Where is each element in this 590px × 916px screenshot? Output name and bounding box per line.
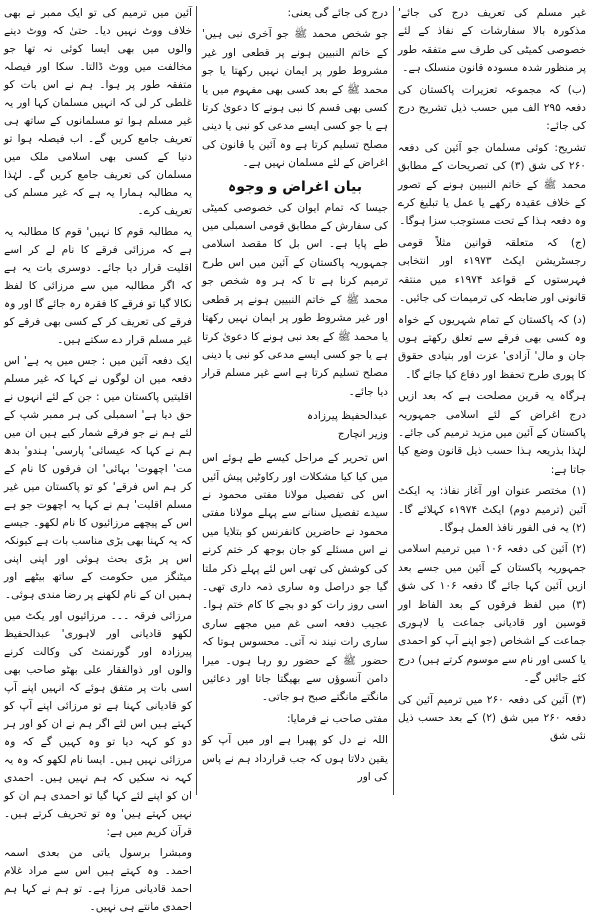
paragraph: (۲) آئین کی دفعہ ۱۰۶ میں ترمیم اسلامی جمہوریہ پاکستان کے آئین میں جسے بعد ازیں آئین کہا جائے گا دفعہ ۱۰۶ کی شق (۳) میں لفظ فرقوں کے بعد الفاظ اور قوسین اور قادیانی جماعت یا لاہوری جماعت کے اشخاص (جو اپنے آپ کو احمدی یا کسی اور نام سے موسوم کرتے ہیں) درج کئے جائیں گے۔ (398, 543, 586, 685)
middle-column (202, 4, 388, 797)
paragraph: ایک دفعہ آئین میں : جس میں یہ ہے' اس دفعہ میں ان لوگوں نے کہا کہ غیر مسلم اقلیتیں پاکستان میں : جن کے لئے انہوں نے حق دیا ہے' اسمبلی کی ہر ممبر شپ کے لئے ہم نے جو فرقے شمار کیے ہیں ان میں ہم نے کہا کہ عیسائی' پارسی' ہندو' بدھ مت' اچھوت' بہائی' ان فرقوں کا نام کے کر ہم اس فرقے' کو تو پاکستان میں غیر مسلم اقلیت' ہم نے کہا یہ اچھوت جو ہے اس کے پیچھے مرزائیوں کا نام لکھو۔ جیسے کہ یہ کہنا بھی بڑی مناسب بات ہے کیونکہ اس پر بڑی بحث ہوئی اور اپنی اپنی میٹنگز میں حکومت کے ساتھ بیٹھے اور ہمیں ان کے نام لکھنے پر رضا مندی ہوئی۔ (4, 355, 192, 601)
paragraph: غیر مسلم کی تعریف درج کی جائے' مذکورہ بالا سفارشات کے نفاذ کے لئے خصوصی کمیٹی کی طرف سے متفقہ طور پر منظور شدہ مسودہ قانون منسلک ہے۔ (398, 7, 586, 75)
paragraph: جو شخص محمد ﷺ جو آخری نبی ہیں' کے خاتم النبیین ہونے پر قطعی اور غیر مشروط طور پر ایمان نہیں رکھتا یا جو محمد ﷺ کے بعد کسی بھی مفہوم میں یا کسی بھی قسم کا نبی ہونے کا دعویٰ کرتا ہے یا جو کسی ایسے مدعی کو نبی یا دینی مصلح تسلیم کرتا ہے وہ آئین یا قانون کی اغراض کے لئے مسلمان نہیں ہے۔ (202, 28, 388, 170)
paragraph: (ج) کہ متعلقہ قوانین مثلاً قومی رجسٹریشن ایکٹ ۱۹۷۳ء اور انتخابی فہرستوں کے قواعد ۱۹۷۴ء میں منتقہ قانونی اور ضابطہ کی ترمیمات کی جائیں۔ (398, 236, 586, 305)
paragraph: (۱) مختصر عنوان اور آغاز نفاذ: یہ ایکٹ آئین (ترمیم دوم) ایکٹ ۱۹۷۴ء کہلائے گا۔ (۲) یہ فی الفور نافذ العمل ہوگا۔ (398, 485, 586, 534)
paragraph: (ب) کہ مجموعہ تعزیرات پاکستان کی دفعہ ۲۹۵ الف میں حسب ذیل تشریح درج کی جائے: (398, 83, 587, 133)
paragraph: (۳) آئین کی دفعہ ۲۶۰ میں ترمیم آئین کی دفعہ ۲۶۰ میں شق (۲) کے بعد حسب ذیل نئی شق (398, 693, 587, 743)
paragraph: اللہ نے دل کو پھیرا ہے اور میں آپ کو یقین دلاتا ہوں کہ جب قرارداد ہم نے پاس کی اور (202, 734, 388, 784)
paragraph: (د) کہ پاکستان کے تمام شہریوں کے خواہ وہ کسی بھی فرقے سے تعلق رکھتے ہوں جان و مال' آزادی' عزت اور بنیادی حقوق کا پوری طرح تحفظ اور دفاع کیا جائے گا۔ (398, 313, 586, 381)
paragraph: درج کی جائے گی یعنی: (287, 7, 388, 19)
paragraph: ومبشرا برسول یاتی من بعدی اسمہ احمد۔ وہ کہتے ہیں اس سے مراد غلام احمد قادیانی مرزا ہے۔ تو ہم نے کہا ہم احمدی مانتے ہی نہیں۔ (4, 847, 192, 913)
paragraph: جیسا کہ تمام ایوان کی خصوصی کمیٹی کی سفارش کے مطابق قومی اسمبلی میں طے پایا ہے۔ اس بل کا مقصد اسلامی جمہوریہ پاکستان کے آئین میں اس طرح ترمیم کرنا ہے تا کہ ہر وہ شخص جو محمد ﷺ کے خاتم النبیین ہونے پر قطعی اور غیر مشروط طور پر ایمان نہیں رکھتا یا محمد ﷺ کے بعد نبی ہونے کا دعویٰ کرتا ہے یا جو کسی ایسے مدعی کو نبی یا دینی مصلح تسلیم کرتا ہے اسے غیر مسلم قرار دیا جائے۔ (202, 201, 388, 398)
signature-title: وزیر انچارج (337, 428, 388, 441)
column-divider-right (393, 6, 394, 795)
paragraph: آئین میں ترمیم کی تو ایک ممبر نے بھی خلاف ووٹ نہیں دیا۔ حتیٰ کہ ووٹ دینے والوں میں بھی ایسا کوئی نہ تھا جو مخالفت میں ووٹ ڈالتا۔ سکا اور فیصلہ متفقہ طور پر ہوا۔ ہم نے اس بات کو غلطی کر لی کہ انہیں مسلمان کہا اور یہ غیر مسلم ہوا تو مسلمانوں کے ساتھ ہی تعریف جامع کریں گے۔ اب فیصلہ ہوا تو دنیا کے کسی بھی اسلامی ملک میں مسلمان کی تعریف جامع کریں گے۔ لہٰذا یہ مطالبہ ہمارا یہ ہے کہ غیر مسلم کی تعریف کرے۔ (4, 7, 192, 217)
signature-name: عبدالحفیظ پیرزادہ (306, 410, 388, 423)
paragraph: مرزائی فرقہ ۔۔۔ مرزائیوں اور یکٹ میں لکھو قادیانی اور لاہوری' عبدالحفیظ پیرزادہ اور گورنمنٹ کی وکالت کرنے والوں اور ذوالفقار علی بھٹو صاحب بھی اسی بات پر متفق ہوئے کہ انہیں اپنے آپ کو قادیانی کہنا ہے تو مرزائی اپنے آپ کو کہتے ہیں اس لئے اگر ہم نے ان کو اور ہر دو کو کہہ دیا تو وہ کہیں گے کہ وہ مرزائی نہیں ہیں۔ ایسا نام لکھو کہ وہ یہ کہہ نہ سکیں کہ ہم نہیں ہیں۔ احمدی ان کو اپنے لئے کہا گیا تو احمدی ہم ان کو نہیں کہتے ہیں' وہ تو تحریف کرتے ہیں۔ قرآن کریم میں ہے: (4, 610, 192, 838)
paragraph: ہرگاہ یہ قرین مصلحت ہے کہ بعد ازیں درج اغراض کے لئے اسلامی جمہوریہ پاکستان کے آئین میں مزید ترمیم کی جائے۔ لہٰذا بذریعہ ہذا حسب ذیل قانون وضع کیا جاتا ہے: (398, 390, 586, 476)
right-column (398, 4, 586, 797)
paragraph: مفتی صاحب نے فرمایا: (286, 712, 388, 725)
column-divider-left (196, 6, 197, 795)
paragraph: اس تحریر کے مراحل کیسے طے ہوئے اس میں کیا کیا مشکلات اور رکاوٹیں پیش آئیں اس کی تفصیل مولانا مفتی محمود نے سیدے تفصیل سنانے سے پہلے مولانا مفتی محمود نے حاضرین کانفرنس کو بتلایا میں نے اس مسئلے کو جان بوجھ کر ختم کرنے کی کوشش کی تھی اس لئے پہلے ذکر ملتا گیا جو دراصل وہ ساری ذمہ داری تھی۔ اسی روز رات کو دو بجے کا کام ختم ہوا۔ عجیب دفعہ اسی غم میں مجھے ساری ساری رات نیند نہ آتی۔ محسوس ہوتا کہ حضور ﷺ کے حضور رو رہا ہوں۔ میرا دامن آنسوؤں سے بھیگتا جاتا اور دعائیں مانگتے مانگتے صبح ہو جاتی۔ (202, 452, 388, 704)
paragraph: یہ مطالبہ قوم کا نہیں' قوم کا مطالبہ یہ ہے کہ مرزائی فرقے کا نام لے کر اسے اقلیت قرار دیا جائے۔ دوسری بات یہ ہے کہ اگر مطالبہ میں سے مرزائی کا لفظ نکالا گیا تو فرقے کا فقرہ رہ جائے گا اور وہ فرقے کی تعریف کر کے کسی بھی فرقے کو غیر مسلم قرار دے سکتے ہیں۔ (4, 226, 192, 346)
paragraph: تشریح: کوئی مسلمان جو آئین کی دفعہ ۲۶۰ کی شق (۳) کی تصریحات کے مطابق محمد ﷺ کے خاتم النبیین ہونے کے تصور کے خلاف عقیدہ رکھے یا عمل یا تبلیغ کرے وہ دفعہ ہذا کے تحت مستوجب سزا ہوگا۔ (398, 141, 586, 228)
section-heading: بیان اغراض و وجوہ (228, 178, 362, 195)
left-column (4, 4, 192, 913)
